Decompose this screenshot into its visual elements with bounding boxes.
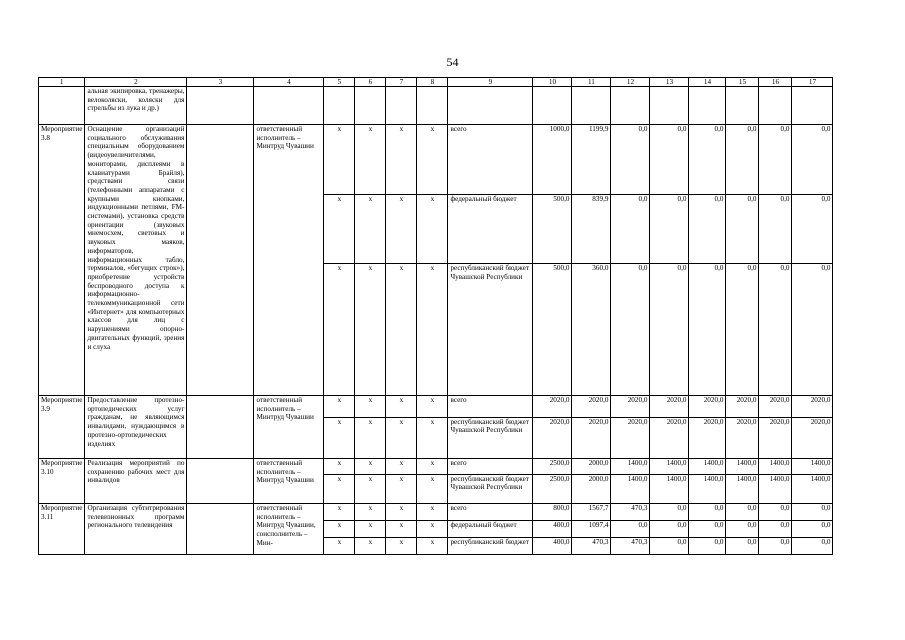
funding-source: республиканский бюджет Чувашской Республики [448,264,533,396]
funding-source: всего [448,125,533,195]
col-header: 8 [417,78,448,87]
table-row: x x x x федеральный бюджет 500,0 839,9 0,0 0,0 0,0 0,0 0,0 0,0 [39,194,833,264]
measure-description: Оснащение организаций социального обслуживания специальным оборудованием (видеоувеличителями, мониторами, дисплеями в клавиатурами Брайля), средствами связи (телефонными аппаратами с крупными кнопками, индукционными петлями, FM-системами), установка средств ориентации (звуковых мнемосхем, световых и звуковых маяков, информаторов, информационных табло, терминалов, «бегущих строк»), приобретение устройств беспроводного доступа к информационно-телекоммуникационной сети «Интернет» для компьютерных классов для лиц с нарушениями опорно-двигательных функций, зрения и слуха [85,125,187,396]
measure-description: альная экипировка, тренажеры, велоколяски, коляски для стрельбы из лука и др.) [85,87,187,125]
program-table [38,77,833,555]
col-header: 15 [726,78,759,87]
table-row: Мероприятие 3.8 Оснащение организаций социального обслуживания специальным оборудованием (видеоувеличителями, мониторами, дисплеями в клавиатурами Брайля), средствами связи (телефонными аппаратами с крупными кнопками, индукционными петлями, FM-системами), установка средств ориентации (звуковых мнемосхем, световых и звуковых маяков, информаторов, информационных табло, терминалов, «бегущих строк»), приобретение устройств беспроводного доступа к информационно-телекоммуникационной сети «Интернет» для компьютерных классов для лиц с нарушениями опорно-двигательных функций, зрения и слуха ответственный исполнитель – Минтруд Чувашии x x x x всего 1000,0 1199,9 0,0 0,0 0,0 0,0 0,0 0,0 [39,125,833,195]
col-header: 16 [759,78,792,87]
col-header: 7 [386,78,417,87]
table-row: x x x x республиканский бюджет Чувашской Республики 2500,0 2000,0 1400,0 1400,0 1400,0 1400,0 1400,0 1400,0 [39,474,833,503]
col-header: 1 [39,78,85,87]
executor: ответственный исполнитель – Минтруд Чувашии [254,459,324,504]
funding-source: федеральный бюджет [448,194,533,264]
col-header: 12 [611,78,650,87]
page-number: 54 [446,55,459,69]
table-row: Мероприятие 3.11 Организация субтитрирования телевизионных программ регионального телевидения ответственный исполнитель – Минтруд Чувашии, соисполнитель – Мин- x x x x всего 800,0 1567,7 470,3 0,0 0,0 0,0 0,0 0,0 [39,504,833,521]
col-header: 3 [187,78,254,87]
col-header: 17 [792,78,833,87]
col-header: 2 [85,78,187,87]
measure-label: Мероприятие 3.11 [39,504,85,555]
col-header: 11 [572,78,611,87]
table-row: Мероприятие 3.9 Предоставление протезно-ортопедических услуг гражданам, не являющимся инвалидами, нуждающимся в протезно-ортопедических изделиях ответственный исполнитель – Минтруд Чувашии x x x x всего 2020,0 2020,0 2020,0 2020,0 2020,0 2020,0 2020,0 2020,0 [39,396,833,418]
col-header: 5 [324,78,355,87]
header-row [39,78,833,87]
funding-source: всего [448,459,533,475]
col-header: 13 [650,78,689,87]
measure-description: Реализация мероприятий по сохранению рабочих мест для инвалидов [85,459,187,504]
funding-source: всего [448,504,533,521]
executor: ответственный исполнитель – Минтруд Чувашии, соисполнитель – Мин- [254,504,324,555]
funding-source: федеральный бюджет [448,521,533,538]
measure-label: Мероприятие 3.8 [39,125,85,396]
funding-source: республиканский бюджет [448,538,533,555]
executor: ответственный исполнитель – Минтруд Чувашии [254,396,324,459]
funding-source: республиканский бюджет Чувашской Республики [448,474,533,503]
measure-description: Предоставление протезно-ортопедических услуг гражданам, не являющимся инвалидами, нуждающимся в протезно-ортопедических изделиях [85,396,187,459]
table-row: x x x x республиканский бюджет Чувашской Республики 2020,0 2020,0 2020,0 2020,0 2020,0 2020,0 2020,0 2020,0 [39,417,833,458]
table-row [39,87,833,125]
measure-label: Мероприятие 3.10 [39,459,85,504]
col-header: 14 [689,78,726,87]
table-row: x x x x республиканский бюджет 400,0 470,3 470,3 0,0 0,0 0,0 0,0 0,0 [39,538,833,555]
table-row: Мероприятие 3.10 Реализация мероприятий по сохранению рабочих мест для инвалидов ответственный исполнитель – Минтруд Чувашии x x x x всего 2500,0 2000,0 1400,0 1400,0 1400,0 1400,0 1400,0 1400,0 [39,459,833,475]
measure-description: Организация субтитрирования телевизионных программ регионального телевидения [85,504,187,555]
table-row: x x x x федеральный бюджет 400,0 1097,4 0,0 0,0 0,0 0,0 0,0 0,0 [39,521,833,538]
col-header: 4 [254,78,324,87]
col-header: 6 [355,78,386,87]
executor: ответственный исполнитель – Минтруд Чувашии [254,125,324,396]
measure-label: Мероприятие 3.9 [39,396,85,459]
funding-source: республиканский бюджет Чувашской Республики [448,417,533,458]
table-row: x x x x республиканский бюджет Чувашской Республики 500,0 360,0 0,0 0,0 0,0 0,0 0,0 0,0 [39,264,833,396]
col-header: 9 [448,78,533,87]
funding-source: всего [448,396,533,418]
col-header: 10 [533,78,572,87]
